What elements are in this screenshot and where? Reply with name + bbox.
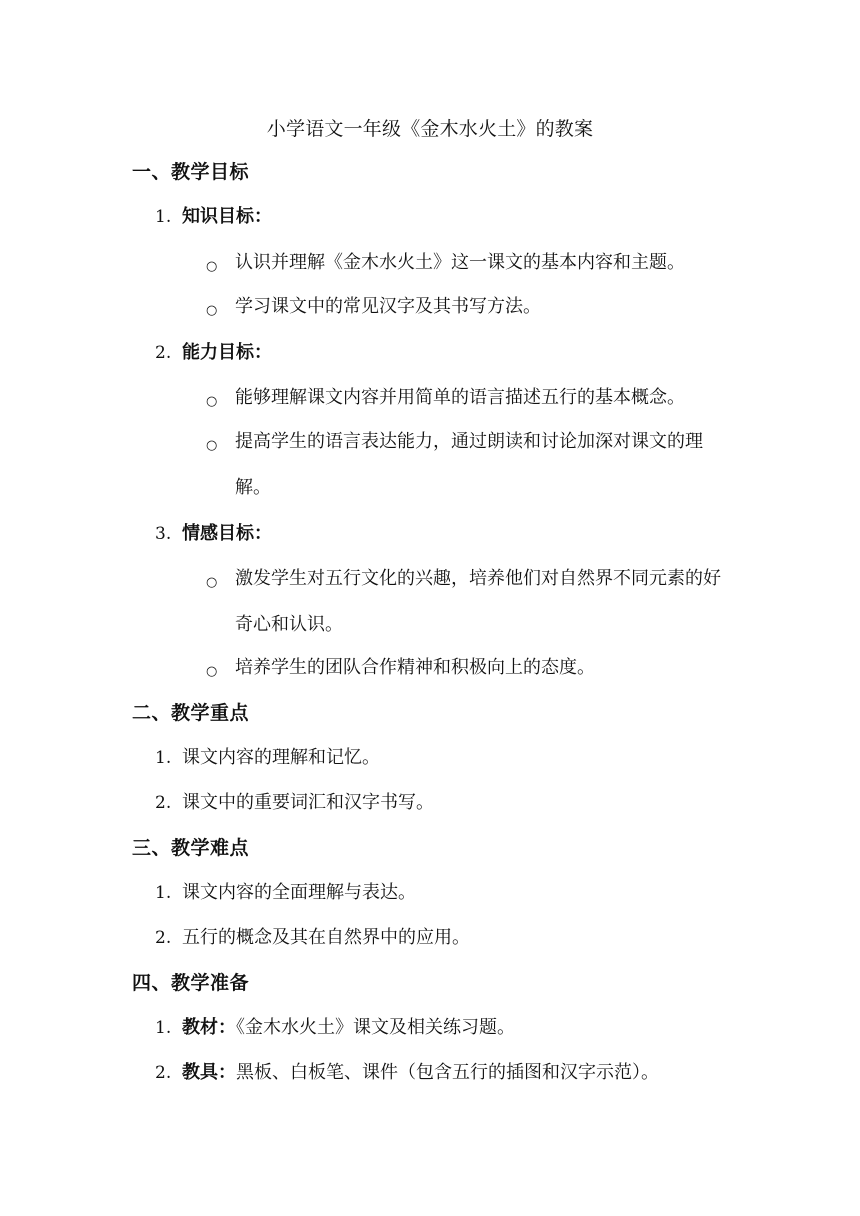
hollow-circle-bullet-icon: ○ xyxy=(206,575,218,590)
bullet-text: 认识并理解《金木水火土》这一课文的基本内容和主题。 xyxy=(235,252,685,273)
knowledge-goal-bullet xyxy=(206,240,736,286)
item-label: 教具： xyxy=(182,1062,236,1083)
knowledge-goal-item xyxy=(155,204,755,230)
document-title: 小学语文一年级《金木水火土》的教案 xyxy=(266,118,594,140)
item-label: 情感目标： xyxy=(182,523,272,544)
bullet-text: 激发学生对五行文化的兴趣，培养他们对自然界不同元素的好奇心和认识。 xyxy=(235,568,721,635)
hollow-circle-bullet-icon: ○ xyxy=(206,664,218,679)
item-label: 能力目标： xyxy=(182,342,272,363)
section-heading-difficulties: 三、教学难点 xyxy=(132,837,250,859)
list-number: 1. xyxy=(155,207,172,227)
hollow-circle-bullet-icon: ○ xyxy=(206,438,218,453)
hollow-circle-bullet-icon: ○ xyxy=(206,303,218,318)
ability-goal-item xyxy=(155,340,755,366)
list-number: 1. xyxy=(155,748,172,768)
ability-goal-bullet xyxy=(206,375,736,421)
bullet-text: 学习课文中的常见汉字及其书写方法。 xyxy=(235,296,541,317)
list-number: 2. xyxy=(155,928,172,948)
emotion-goal-bullet xyxy=(206,556,736,648)
item-text: 五行的概念及其在自然界中的应用。 xyxy=(182,927,470,948)
list-number: 3. xyxy=(155,524,172,544)
item-label: 教材： xyxy=(182,1017,236,1038)
item-text: 课文内容的全面理解与表达。 xyxy=(182,882,416,903)
list-item xyxy=(155,1060,755,1086)
list-item xyxy=(155,790,755,816)
list-number: 2. xyxy=(155,343,172,363)
item-text: 课文内容的理解和记忆。 xyxy=(182,747,380,768)
list-number: 1. xyxy=(155,883,172,903)
list-item xyxy=(155,1015,755,1041)
bullet-text: 培养学生的团队合作精神和积极向上的态度。 xyxy=(235,657,595,678)
list-number: 2. xyxy=(155,793,172,813)
bullet-text: 提高学生的语言表达能力，通过朗读和讨论加深对课文的理解。 xyxy=(235,431,703,498)
list-number: 2. xyxy=(155,1063,172,1083)
emotion-goal-item xyxy=(155,521,755,547)
section-heading-teaching-goals: 一、教学目标 xyxy=(132,161,250,183)
item-label: 知识目标： xyxy=(182,206,272,227)
emotion-goal-bullet xyxy=(206,645,736,691)
hollow-circle-bullet-icon: ○ xyxy=(206,394,218,409)
item-text: 课文中的重要词汇和汉字书写。 xyxy=(182,792,434,813)
section-heading-key-points: 二、教学重点 xyxy=(132,702,250,724)
knowledge-goal-bullet xyxy=(206,284,736,330)
hollow-circle-bullet-icon: ○ xyxy=(206,259,218,274)
ability-goal-bullet xyxy=(206,419,736,511)
item-text: 黑板、白板笔、课件（包含五行的插图和汉字示范）。 xyxy=(236,1062,659,1083)
item-text: 《金木水火土》课文及相关练习题。 xyxy=(236,1017,515,1038)
section-heading-preparation: 四、教学准备 xyxy=(132,972,250,994)
list-item xyxy=(155,880,755,906)
list-number: 1. xyxy=(155,1018,172,1038)
list-item xyxy=(155,745,755,771)
bullet-text: 能够理解课文内容并用简单的语言描述五行的基本概念。 xyxy=(235,387,685,408)
list-item xyxy=(155,925,755,951)
